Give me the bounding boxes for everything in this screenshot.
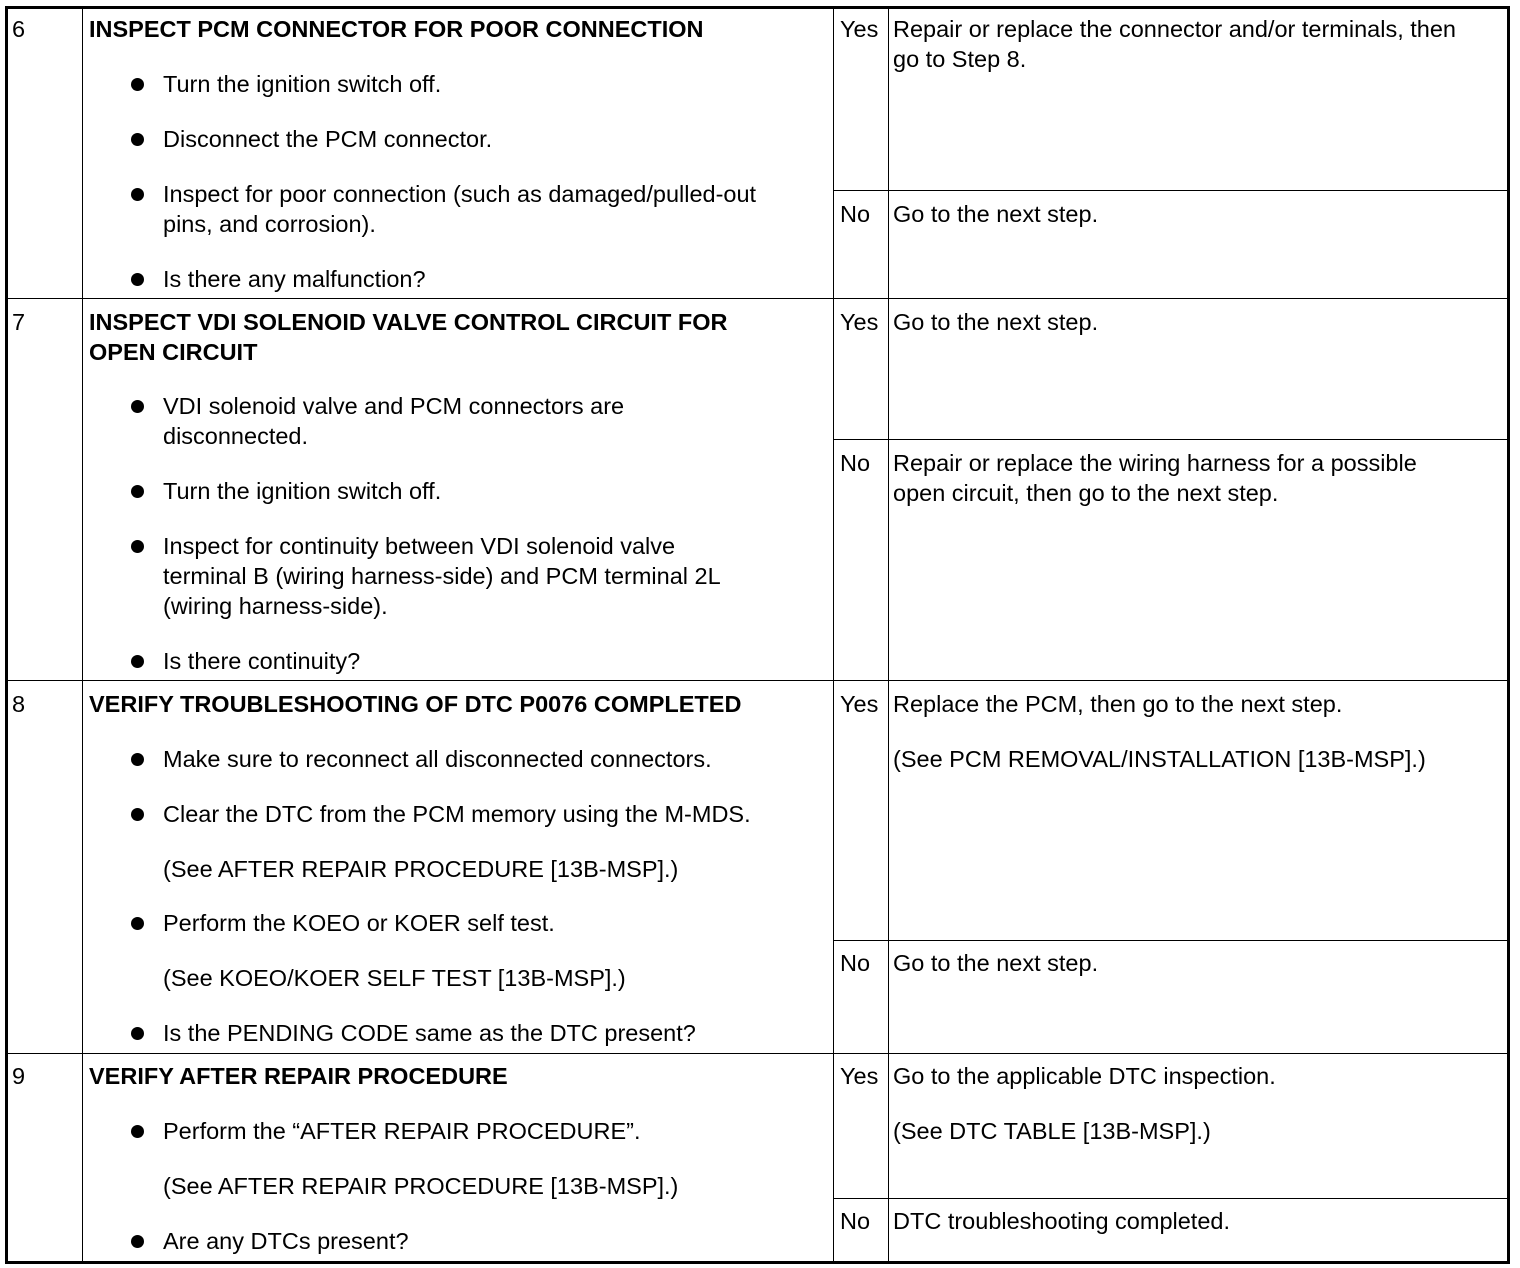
yes-no-divider	[833, 439, 1507, 440]
yes-result: Go to the applicable DTC inspection.	[893, 1063, 1276, 1089]
step-instruction: Turn the ignition switch off.	[163, 71, 442, 97]
column-divider-action	[833, 9, 834, 1261]
bullet-icon	[131, 273, 144, 286]
row-divider	[8, 298, 1507, 299]
step-instruction: Is the PENDING CODE same as the DTC present?	[163, 1020, 696, 1046]
bullet-icon	[131, 1027, 144, 1040]
yes-label: Yes	[840, 1063, 879, 1089]
yes-label: Yes	[840, 691, 879, 717]
yes-result: Go to the next step.	[893, 309, 1099, 335]
step-title: INSPECT VDI SOLENOID VALVE CONTROL CIRCUIT FOR	[89, 309, 728, 335]
yes-no-divider	[833, 940, 1507, 941]
yes-result: (See DTC TABLE [13B-MSP].)	[893, 1118, 1211, 1144]
column-divider-result	[888, 9, 889, 1261]
bullet-icon	[131, 485, 144, 498]
step-instruction: Perform the “AFTER REPAIR PROCEDURE”.	[163, 1118, 641, 1144]
step-instruction: Turn the ignition switch off.	[163, 478, 442, 504]
no-result: Go to the next step.	[893, 201, 1099, 227]
bullet-icon	[131, 1235, 144, 1248]
step-number: 9	[12, 1063, 26, 1089]
step-instruction: Is there continuity?	[163, 648, 361, 674]
step-instruction: Make sure to reconnect all disconnected connectors.	[163, 746, 712, 772]
bullet-icon	[131, 78, 144, 91]
bullet-icon	[131, 808, 144, 821]
bullet-icon	[131, 1125, 144, 1138]
no-label: No	[840, 950, 871, 976]
step-instruction: Are any DTCs present?	[163, 1228, 409, 1254]
bullet-icon	[131, 400, 144, 413]
step-instruction: (wiring harness-side).	[163, 593, 388, 619]
step-instruction: Clear the DTC from the PCM memory using the M-MDS.	[163, 801, 751, 827]
column-divider-step	[82, 9, 83, 1261]
yes-result: Repair or replace the connector and/or terminals, then	[893, 16, 1457, 42]
no-result: open circuit, then go to the next step.	[893, 480, 1279, 506]
yes-no-divider	[833, 1198, 1507, 1199]
bullet-icon	[131, 540, 144, 553]
step-instruction: Inspect for poor connection (such as damaged/pulled-out	[163, 181, 757, 207]
step-instruction: terminal B (wiring harness-side) and PCM terminal 2L	[163, 563, 721, 589]
no-label: No	[840, 1208, 871, 1234]
yes-result: go to Step 8.	[893, 46, 1027, 72]
step-title: OPEN CIRCUIT	[89, 339, 258, 365]
row-divider	[8, 1053, 1507, 1054]
step-reference: (See AFTER REPAIR PROCEDURE [13B-MSP].)	[163, 856, 679, 882]
no-label: No	[840, 201, 871, 227]
step-instruction: Perform the KOEO or KOER self test.	[163, 910, 555, 936]
step-instruction: disconnected.	[163, 423, 309, 449]
bullet-icon	[131, 917, 144, 930]
no-result: Go to the next step.	[893, 950, 1099, 976]
step-title: VERIFY TROUBLESHOOTING OF DTC P0076 COMPLETED	[89, 691, 742, 717]
bullet-icon	[131, 753, 144, 766]
bullet-icon	[131, 133, 144, 146]
step-title: VERIFY AFTER REPAIR PROCEDURE	[89, 1063, 508, 1089]
yes-label: Yes	[840, 16, 879, 42]
yes-label: Yes	[840, 309, 879, 335]
no-result: DTC troubleshooting completed.	[893, 1208, 1231, 1234]
step-instruction: pins, and corrosion).	[163, 211, 376, 237]
yes-no-divider	[833, 190, 1507, 191]
no-result: Repair or replace the wiring harness for a possible	[893, 450, 1417, 476]
bullet-icon	[131, 188, 144, 201]
no-label: No	[840, 450, 871, 476]
step-reference: (See AFTER REPAIR PROCEDURE [13B-MSP].)	[163, 1173, 679, 1199]
yes-result: (See PCM REMOVAL/INSTALLATION [13B-MSP].)	[893, 746, 1426, 772]
step-reference: (See KOEO/KOER SELF TEST [13B-MSP].)	[163, 965, 626, 991]
step-instruction: Is there any malfunction?	[163, 266, 426, 292]
step-instruction: Disconnect the PCM connector.	[163, 126, 493, 152]
bullet-icon	[131, 655, 144, 668]
row-divider	[8, 680, 1507, 681]
yes-result: Replace the PCM, then go to the next step.	[893, 691, 1343, 717]
step-instruction: VDI solenoid valve and PCM connectors are	[163, 393, 625, 419]
step-number: 8	[12, 691, 26, 717]
step-title: INSPECT PCM CONNECTOR FOR POOR CONNECTION	[89, 16, 704, 42]
step-number: 7	[12, 309, 26, 335]
step-instruction: Inspect for continuity between VDI solenoid valve	[163, 533, 676, 559]
step-number: 6	[12, 16, 26, 42]
